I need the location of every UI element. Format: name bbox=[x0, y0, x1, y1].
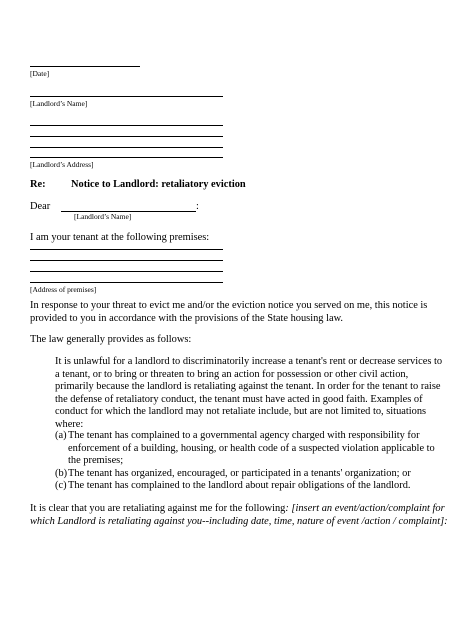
premises-line-3 bbox=[30, 271, 223, 272]
landlord-address-line-4 bbox=[30, 157, 223, 158]
closing-plain-text: It is clear that you are retaliating against me for the following bbox=[30, 503, 286, 514]
salutation-landlord-name-label: [Landlord’s Name] bbox=[74, 212, 132, 221]
law-intro-text: The law generally provides as follows: bbox=[30, 334, 192, 345]
landlord-address-label: [Landlord’s Address] bbox=[30, 160, 94, 169]
premises-line-1 bbox=[30, 249, 223, 250]
closing-italic-instructions: : [insert an event/action/complaint for which Landlord is retaliating against you--including date, time, nature of event /action / complaint]: bbox=[30, 503, 448, 527]
premises-line-4 bbox=[30, 282, 223, 283]
closing-paragraph bbox=[30, 503, 448, 528]
list-marker: (a) bbox=[55, 430, 67, 441]
landlord-address-line-2 bbox=[30, 136, 223, 137]
law-quote-block: It is unlawful for a landlord to discriminatorily increase a tenant's rent or decrease services to a tenant, or to bring or threaten to bring an action for possession or other civil action, primarily because the landlord is retaliating against the tenant. In order for the tenant to raise the defense of retaliatory conduct, the tenant must have acted in good faith. Examples of conduct for which the landlord may not retaliate include, but are not limited to, situations where: bbox=[55, 356, 443, 430]
list-item-text: The tenant has complained to a governmental agency charged with responsibility for enforcement of a building, housing, or health code of a suspected violation applicable to the premises; bbox=[68, 430, 435, 467]
landlord-name-label: [Landlord’s Name] bbox=[30, 99, 88, 108]
list-marker: (c) bbox=[55, 480, 67, 491]
date-label: [Date] bbox=[30, 69, 50, 78]
landlord-name-blank-line bbox=[30, 96, 223, 97]
list-marker: (b) bbox=[55, 468, 68, 479]
salutation-colon: : bbox=[196, 201, 199, 212]
response-paragraph: In response to your threat to evict me and/or the eviction notice you served on me, this notice is provided to you in accordance with the provisions of the State housing law. bbox=[30, 300, 428, 324]
re-subject: Notice to Landlord: retaliatory eviction bbox=[71, 179, 246, 190]
landlord-address-line-3 bbox=[30, 147, 223, 148]
premises-address-label: [Address of premises] bbox=[30, 285, 97, 294]
tenant-intro-text: I am your tenant at the following premises: bbox=[30, 232, 210, 243]
landlord-address-line-1 bbox=[30, 125, 223, 126]
re-prefix: Re: bbox=[30, 179, 46, 190]
salutation-dear: Dear bbox=[30, 201, 51, 212]
list-item-text: The tenant has organized, encouraged, or participated in a tenants' organization; or bbox=[68, 468, 411, 479]
list-item-text: The tenant has complained to the landlord about repair obligations of the landlord. bbox=[68, 480, 411, 491]
premises-line-2 bbox=[30, 260, 223, 261]
date-blank-line bbox=[30, 66, 140, 67]
